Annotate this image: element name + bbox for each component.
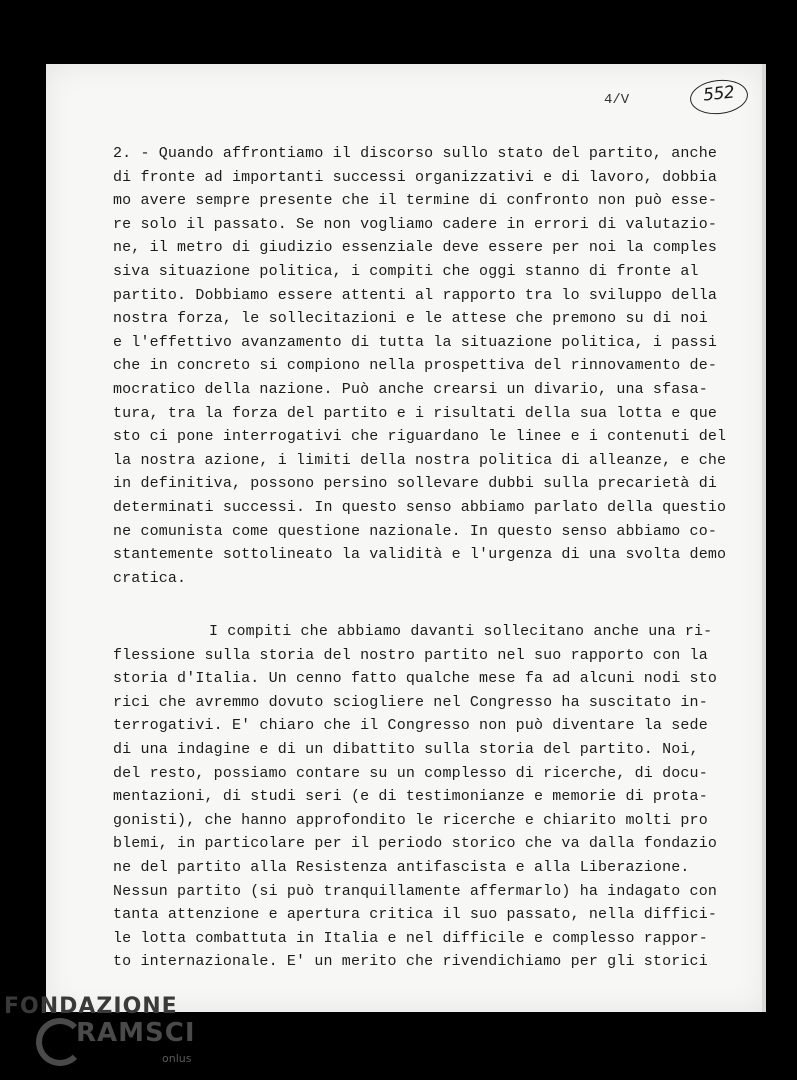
text-line: I compiti che abbiamo davanti sollecitano anche una ri- [209,623,713,640]
text-line: blemi, in particolare per il periodo storico che va dalla fondazio [113,835,717,853]
text-line: e l'effettivo avanzamento di tutta la situazione politica, i passi [113,333,717,351]
text-line: la nostra azione, i limiti della nostra politica di alleanze, e che [113,451,727,469]
text-line: stantemente sottolineato la validità e l'urgenza di una svolta demo [113,546,727,564]
text-line: di una indagine e di un dibattito sulla storia del partito. Noi, [113,740,699,758]
text-line: 2. - Quando affrontiamo il discorso sullo stato del partito, anche [113,145,717,162]
text-line: le lotta combattuta in Italia e nel difficile e complesso rappor- [113,929,708,947]
text-line: del resto, possiamo contare su un complesso di ricerche, di docu- [113,764,708,782]
text-line: mo avere sempre presente che il termine di confronto non può esse- [113,192,717,210]
text-line: gonisti), che hanno approfondito le ricerche e chiarito molti pro [113,811,708,829]
logo-top-text: FONDAZIONE [4,994,178,1019]
text-line: mocratico della nazione. Può anche crearsi un divario, una sfasa- [113,380,708,398]
paragraph-2 [113,620,717,974]
paragraph-1 [113,142,726,590]
page-edge [762,64,766,1012]
page-reference: 4/V [604,92,630,108]
text-line: flessione sulla storia del nostro partito nel suo rapporto con la [113,646,708,664]
text-line: determinati successi. In questo senso abbiamo parlato della questio [113,498,727,516]
text-line: mentazioni, di studi seri (e di testimonianze e memorie di prota- [113,788,708,806]
text-line: in definitiva, possono persino sollevare dubbi sulla precarietà di [113,475,717,493]
text-line: rici che avremmo dovuto sciogliere nel Congresso ha suscitato in- [113,693,708,711]
text-line: partito. Dobbiamo essere attenti al rapporto tra lo sviluppo della [113,286,717,304]
text-line: siva situazione politica, i compiti che oggi stanno di fronte al [113,262,699,280]
fondazione-gramsci-logo [0,988,240,1080]
text-line: to internazionale. E' un merito che rivendichiamo per gli storici [113,953,708,971]
text-line: terrogativi. E' chiaro che il Congresso non può diventare la sede [113,717,708,735]
text-line: ne del partito alla Resistenza antifascista e alla Liberazione. [113,858,690,876]
text-line: ne comunista come questione nazionale. In questo senso abbiamo co- [113,522,717,540]
text-line: sto ci pone interrogativi che riguardano le linee e i contenuti del [113,428,727,446]
text-line: storia d'Italia. Un cenno fatto qualche mese fa ad alcuni nodi sto [113,670,717,688]
text-line: re solo il passato. Se non vogliamo cadere in errori di valutazio- [113,215,717,233]
text-line: ne, il metro di giudizio essenziale deve essere per noi la comples [113,239,717,257]
archive-number: 552 [702,82,736,106]
text-line: tura, tra la forza del partito e i risultati della sua lotta e que [113,404,717,422]
text-line: tanta attenzione e apertura critica il suo passato, nella diffici- [113,906,717,924]
text-line: nostra forza, le sollecitazioni e le attese che premono su di noi [113,310,708,328]
logo-sub-text: onlus [162,1052,192,1065]
text-line: di fronte ad importanti successi organizzativi e di lavoro, dobbia [113,168,717,186]
logo-main-text: RAMSCI [76,1018,196,1048]
text-line: cratica. [113,569,187,587]
text-line: che in concreto si compiono nella prospettiva del rinnovamento de- [113,357,717,375]
text-line: Nessun partito (si può tranquillamente affermarlo) ha indagato con [113,882,717,900]
